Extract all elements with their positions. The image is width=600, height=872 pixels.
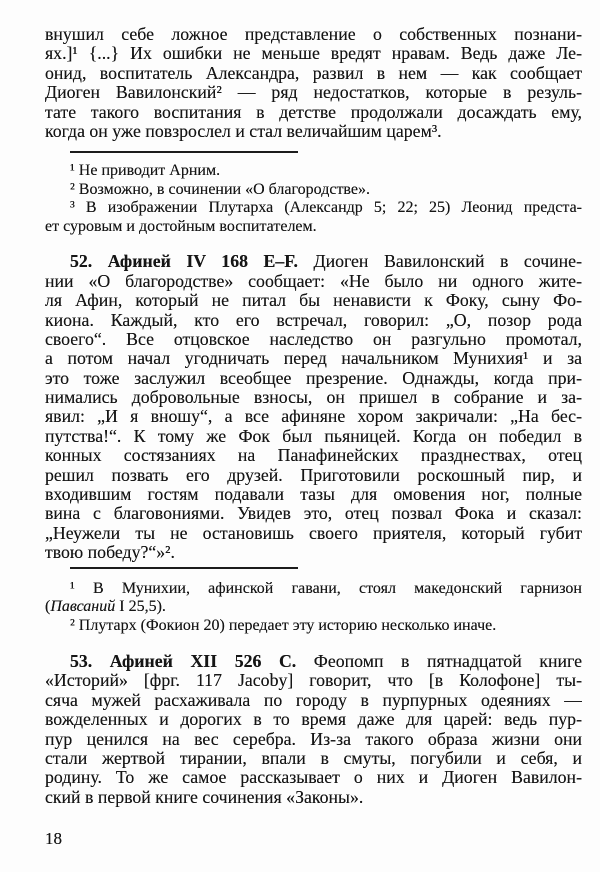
text-line: решил позвать его друзей. Приготовили роскошный пир, и xyxy=(45,465,582,485)
footnote-line: ³ В изображении Плутарха (Александр 5; 22; 25) Леонид предста- xyxy=(70,199,582,217)
text-line: конных состязаниях на Панафинейских празднествах, отец xyxy=(45,446,582,466)
footnote-rule xyxy=(70,567,298,569)
text-line: вожделенных и дорогих в то время даже для царей: ведь пур- xyxy=(45,710,582,730)
text-run: Феопомп в пятнадцатой книге xyxy=(296,652,582,672)
text-line: своего“. Все отцовское наследство он разгульно промотал, xyxy=(45,329,582,349)
text-run: Диоген Вавилонский в сочине- xyxy=(297,252,582,272)
text-line xyxy=(45,652,582,671)
footnote-line: ¹ Не приводит Арним. xyxy=(70,162,221,180)
footnotes-block-1 xyxy=(45,162,582,236)
text-line: путства!“. К тому же Фок был пьяницей. Когда он победил в xyxy=(45,426,582,446)
text-line: входившим гостям подавали тазы для омовения ног, полные xyxy=(45,485,582,505)
text-line: твою победу?“»². xyxy=(45,543,175,563)
text-run: ( xyxy=(45,598,51,616)
footnote-line xyxy=(45,598,582,617)
text-line: ях.]¹ {...} Их ошибки не меньше вредят нравам. Ведь даже Ле- xyxy=(45,44,582,64)
section-53-heading: 53. Афиней XII 526 C. xyxy=(70,652,297,672)
text-column xyxy=(45,0,582,849)
footnote-line: ² Возможно, в сочинении «О благородстве». xyxy=(70,180,370,198)
text-line: родину. То же самое рассказывает о них и Диоген Вавилон- xyxy=(45,768,582,788)
italic-citation: Павсаний xyxy=(50,598,116,616)
text-line: пур ценился на вес серебра. Из-за такого образа жизни они xyxy=(45,729,582,749)
text-line: нии «О благородстве» сообщает: «Не было ни одного жите- xyxy=(45,271,582,291)
text-line xyxy=(45,252,582,271)
text-line: это тоже заслужил всеобщее презрение. Однажды, когда при- xyxy=(45,368,582,388)
text-line: ский в первой книге сочинения «Законы». xyxy=(45,787,364,807)
text-run: I 25,5). xyxy=(115,598,166,616)
text-line: нимались добровольные взносы, он пришел в собрание и за- xyxy=(45,388,582,408)
text-line: Диоген Вавилонский² — ряд недостатков, которые в резуль- xyxy=(45,83,582,103)
intro-paragraph xyxy=(45,25,582,141)
footnote-line: ¹ В Мунихии, афинской гавани, стоял македонский гарнизон xyxy=(70,579,582,597)
text-line: «Историй» [фрг. 117 Jacoby] говорит, что [в Колофоне] ты- xyxy=(45,671,582,691)
footnotes-block-2 xyxy=(45,580,582,636)
section-52-heading: 52. Афиней IV 168 E–F. xyxy=(70,252,298,272)
text-line: тате такого воспитания в детстве продолжали досаждать ему, xyxy=(45,102,582,122)
footnote-line: ет суровым и достойным воспитателем. xyxy=(45,217,317,235)
text-line: стали жертвой тирании, впали в смуты, погубили и себя, и xyxy=(45,749,582,769)
text-line: когда он уже повзрослел и стал величайшим царем³. xyxy=(45,121,442,141)
text-line: вина с благовониями. Увидев это, отец позвал Фока и сказал: xyxy=(45,504,582,524)
text-line: киона. Каждый, кто его встречал, говорил: „О, позор рода xyxy=(45,310,582,330)
text-line: ля Афин, который не питал бы ненависти к Фоку, сыну Фо- xyxy=(45,291,582,311)
footnote-line: ² Плутарх (Фокион 20) передает эту историю несколько иначе. xyxy=(70,616,497,634)
page-number: 18 xyxy=(45,829,62,849)
text-line: сяча мужей расхаживала по городу в пурпурных одеяниях — xyxy=(45,690,582,710)
text-line: онид, воспитатель Александра, развил в нем — как сообщает xyxy=(45,63,582,83)
section-53-paragraph xyxy=(45,652,582,807)
text-line: явил: „И я вношу“, а все афиняне хором закричали: „На бес- xyxy=(45,407,582,427)
text-line: а потом начал угодничать перед начальником Мунихия¹ и за xyxy=(45,349,582,369)
text-line: внушил себе ложное представление о собственных познани- xyxy=(45,25,582,44)
footnote-rule xyxy=(70,151,298,153)
section-52-paragraph xyxy=(45,252,582,562)
text-line: „Неужели ты не остановишь своего приятеля, который губит xyxy=(45,523,582,543)
